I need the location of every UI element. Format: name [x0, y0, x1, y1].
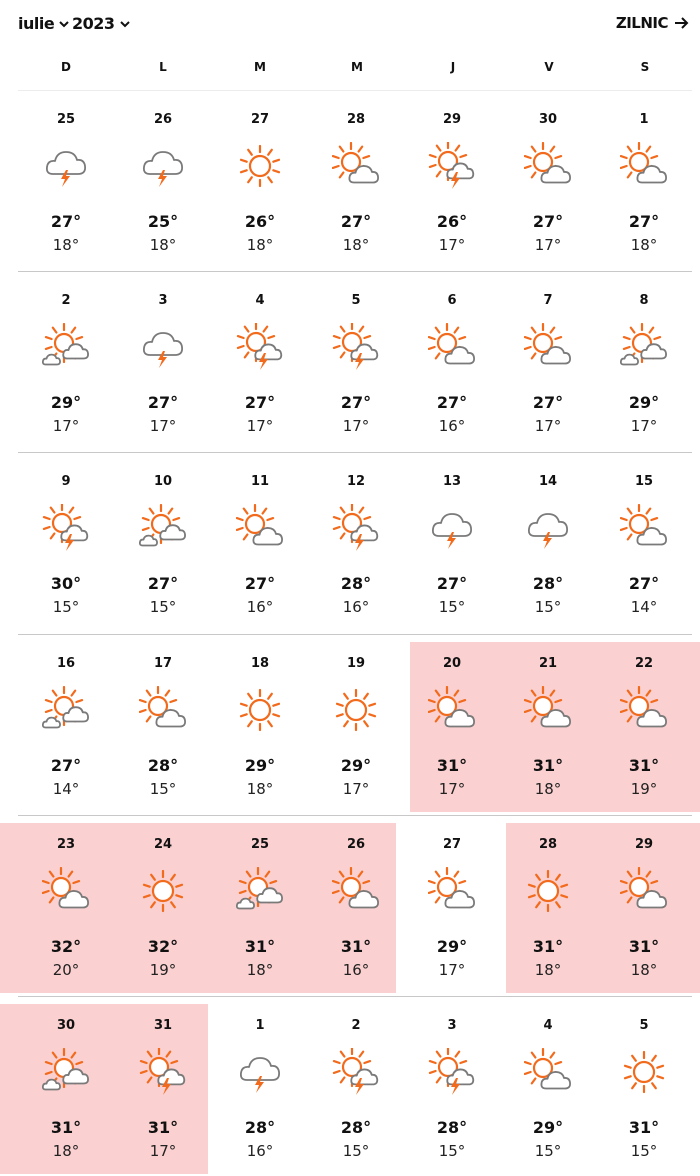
temp-low: 15°: [534, 598, 562, 616]
day-cell[interactable]: [500, 452, 596, 632]
temp-low: 15°: [438, 1142, 466, 1160]
temp-low: 15°: [149, 598, 177, 616]
temp-high: 32°: [50, 937, 82, 956]
temp-low: 17°: [534, 417, 562, 435]
day-cell[interactable]: [404, 271, 500, 451]
temp-high: 27°: [532, 212, 564, 231]
temp-low: 17°: [438, 780, 466, 798]
temp-high: 27°: [436, 574, 468, 593]
temp-low: 18°: [534, 780, 562, 798]
day-number: 27: [442, 837, 462, 852]
day-cell[interactable]: [308, 996, 404, 1176]
sun-clouds-icon: [139, 504, 187, 552]
day-cell[interactable]: [212, 452, 308, 632]
weekday-label: M: [351, 60, 363, 74]
day-cell[interactable]: [18, 996, 114, 1176]
temp-high: 32°: [147, 937, 179, 956]
temp-high: 25°: [147, 212, 179, 231]
temp-low: 17°: [342, 780, 370, 798]
day-number: 30: [538, 112, 558, 127]
day-cell[interactable]: [18, 271, 114, 451]
temp-high: 31°: [532, 937, 564, 956]
temp-high: 27°: [436, 393, 468, 412]
temp-high: 31°: [50, 1118, 82, 1137]
day-number: 20: [442, 656, 462, 671]
chevron-down-icon: [119, 18, 131, 30]
temp-high: 27°: [340, 212, 372, 231]
temp-low: 17°: [438, 236, 466, 254]
day-number: 3: [158, 293, 168, 308]
partly-cloudy-icon: [428, 686, 476, 734]
day-number: 17: [153, 656, 173, 671]
day-number: 3: [447, 1018, 457, 1033]
day-number: 11: [250, 474, 270, 489]
temp-high: 27°: [50, 212, 82, 231]
temp-high: 31°: [628, 1118, 660, 1137]
daily-forecast-link[interactable]: [616, 14, 690, 32]
temp-low: 17°: [149, 1142, 177, 1160]
partly-cloudy-icon: [524, 686, 572, 734]
temp-high: 28°: [532, 574, 564, 593]
weekday-label: D: [61, 60, 71, 74]
weekday-label: M: [254, 60, 266, 74]
arrow-right-icon: [674, 16, 690, 30]
temp-high: 27°: [532, 393, 564, 412]
thunderstorm-icon: [524, 504, 572, 552]
chevron-down-icon: [58, 18, 70, 30]
day-number: 4: [255, 293, 265, 308]
day-number: 29: [634, 837, 654, 852]
day-number: 19: [346, 656, 366, 671]
day-number: 27: [250, 112, 270, 127]
day-cell[interactable]: [308, 452, 404, 632]
temp-high: 29°: [532, 1118, 564, 1137]
day-cell[interactable]: [500, 90, 596, 270]
temp-high: 26°: [244, 212, 276, 231]
month-select[interactable]: [18, 14, 70, 33]
weekday-label: S: [640, 60, 650, 74]
day-cell[interactable]: [404, 90, 500, 270]
temp-high: 27°: [340, 393, 372, 412]
day-number: 6: [447, 293, 457, 308]
day-number: 22: [634, 656, 654, 671]
day-number: 7: [543, 293, 553, 308]
temp-high: 28°: [244, 1118, 276, 1137]
day-cell[interactable]: [308, 271, 404, 451]
temp-high: 31°: [436, 756, 468, 775]
day-number: 1: [639, 112, 649, 127]
temp-high: 31°: [340, 937, 372, 956]
day-cell[interactable]: [596, 996, 692, 1176]
weekday-header-row: [18, 56, 700, 90]
temp-low: 15°: [52, 598, 80, 616]
day-number: 5: [639, 1018, 649, 1033]
temp-high: 29°: [340, 756, 372, 775]
temp-low: 15°: [438, 598, 466, 616]
temp-high: 28°: [436, 1118, 468, 1137]
weekday-label: J: [450, 60, 456, 74]
partly-cloudy-icon: [428, 867, 476, 915]
temp-low: 15°: [342, 1142, 370, 1160]
weekday-label: V: [544, 60, 554, 74]
sun-clouds-icon: [620, 323, 668, 371]
day-cell[interactable]: [500, 815, 596, 995]
temp-low: 18°: [149, 236, 177, 254]
day-cell[interactable]: [212, 634, 308, 814]
month-select-label: iulie: [18, 14, 55, 33]
day-cell[interactable]: [308, 90, 404, 270]
day-cell[interactable]: [18, 90, 114, 270]
day-number: 8: [639, 293, 649, 308]
daily-forecast-label: ZILNIC: [615, 14, 668, 32]
weekday-label: L: [159, 60, 167, 74]
temp-high: 31°: [628, 937, 660, 956]
temp-low: 17°: [630, 417, 658, 435]
day-cell[interactable]: [596, 452, 692, 632]
day-number: 4: [543, 1018, 553, 1033]
sun-storm-icon: [236, 323, 284, 371]
sunny-icon: [524, 867, 572, 915]
day-number: 30: [56, 1018, 76, 1033]
day-cell[interactable]: [308, 815, 404, 995]
sunny-icon: [139, 867, 187, 915]
day-number: 16: [56, 656, 76, 671]
temp-high: 27°: [244, 393, 276, 412]
day-cell[interactable]: [404, 996, 500, 1176]
temp-low: 17°: [342, 417, 370, 435]
thunderstorm-icon: [428, 504, 476, 552]
day-cell[interactable]: [596, 271, 692, 451]
year-select[interactable]: [72, 14, 131, 33]
temp-low: 18°: [246, 780, 274, 798]
sun-storm-icon: [139, 1048, 187, 1096]
day-number: 23: [56, 837, 76, 852]
sun-storm-icon: [428, 1048, 476, 1096]
day-number: 2: [351, 1018, 361, 1033]
temp-low: 18°: [630, 236, 658, 254]
partly-cloudy-icon: [620, 867, 668, 915]
temp-low: 20°: [52, 961, 80, 979]
sun-clouds-icon: [42, 1048, 90, 1096]
temp-low: 17°: [52, 417, 80, 435]
day-number: 28: [346, 112, 366, 127]
temp-high: 31°: [244, 937, 276, 956]
day-cell[interactable]: [115, 452, 211, 632]
partly-cloudy-icon: [620, 504, 668, 552]
temp-low: 19°: [630, 780, 658, 798]
day-number: 18: [250, 656, 270, 671]
partly-cloudy-icon: [139, 686, 187, 734]
day-number: 12: [346, 474, 366, 489]
sun-storm-icon: [42, 504, 90, 552]
day-cell[interactable]: [596, 634, 692, 814]
day-cell[interactable]: [404, 452, 500, 632]
day-cell[interactable]: [18, 815, 114, 995]
temp-high: 27°: [628, 574, 660, 593]
day-cell[interactable]: [596, 90, 692, 270]
temp-high: 29°: [628, 393, 660, 412]
day-cell[interactable]: [212, 815, 308, 995]
thunderstorm-icon: [139, 323, 187, 371]
temp-low: 16°: [342, 961, 370, 979]
temp-low: 18°: [534, 961, 562, 979]
thunderstorm-icon: [236, 1048, 284, 1096]
day-cell[interactable]: [500, 271, 596, 451]
day-cell[interactable]: [115, 90, 211, 270]
day-cell[interactable]: [596, 815, 692, 995]
partly-cloudy-icon: [620, 142, 668, 190]
day-cell[interactable]: [115, 996, 211, 1176]
temp-high: 31°: [532, 756, 564, 775]
temp-low: 17°: [246, 417, 274, 435]
day-number: 26: [153, 112, 173, 127]
day-number: 1: [255, 1018, 265, 1033]
day-cell[interactable]: [212, 90, 308, 270]
day-cell[interactable]: [212, 996, 308, 1176]
day-number: 24: [153, 837, 173, 852]
day-cell[interactable]: [500, 634, 596, 814]
temp-low: 17°: [438, 961, 466, 979]
temp-low: 16°: [246, 598, 274, 616]
temp-high: 30°: [50, 574, 82, 593]
temp-high: 29°: [50, 393, 82, 412]
day-number: 5: [351, 293, 361, 308]
temp-low: 15°: [149, 780, 177, 798]
temp-high: 27°: [147, 574, 179, 593]
partly-cloudy-icon: [332, 867, 380, 915]
partly-cloudy-icon: [524, 1048, 572, 1096]
temp-high: 31°: [147, 1118, 179, 1137]
day-cell[interactable]: [18, 634, 114, 814]
temp-low: 18°: [630, 961, 658, 979]
partly-cloudy-icon: [236, 504, 284, 552]
temp-high: 31°: [628, 756, 660, 775]
temp-low: 14°: [630, 598, 658, 616]
partly-cloudy-icon: [620, 686, 668, 734]
day-cell[interactable]: [18, 452, 114, 632]
day-number: 25: [56, 112, 76, 127]
temp-low: 14°: [52, 780, 80, 798]
sun-storm-icon: [428, 142, 476, 190]
temp-low: 15°: [630, 1142, 658, 1160]
year-select-label: 2023: [72, 14, 115, 33]
temp-low: 19°: [149, 961, 177, 979]
day-cell[interactable]: [212, 271, 308, 451]
day-cell[interactable]: [500, 996, 596, 1176]
day-number: 25: [250, 837, 270, 852]
day-number: 2: [61, 293, 71, 308]
sun-storm-icon: [332, 323, 380, 371]
day-number: 21: [538, 656, 558, 671]
day-cell[interactable]: [404, 634, 500, 814]
temp-low: 16°: [438, 417, 466, 435]
sunny-icon: [236, 142, 284, 190]
temp-high: 27°: [244, 574, 276, 593]
temp-low: 18°: [342, 236, 370, 254]
partly-cloudy-icon: [42, 867, 90, 915]
temp-low: 16°: [246, 1142, 274, 1160]
day-number: 28: [538, 837, 558, 852]
day-number: 15: [634, 474, 654, 489]
temp-low: 17°: [534, 236, 562, 254]
temp-low: 18°: [52, 236, 80, 254]
sun-clouds-icon: [236, 867, 284, 915]
temp-high: 27°: [50, 756, 82, 775]
day-cell[interactable]: [115, 634, 211, 814]
day-number: 14: [538, 474, 558, 489]
day-number: 13: [442, 474, 462, 489]
partly-cloudy-icon: [332, 142, 380, 190]
day-number: 29: [442, 112, 462, 127]
sun-storm-icon: [332, 504, 380, 552]
partly-cloudy-icon: [524, 323, 572, 371]
temp-high: 26°: [436, 212, 468, 231]
temp-low: 18°: [246, 961, 274, 979]
temp-low: 16°: [342, 598, 370, 616]
day-number: 26: [346, 837, 366, 852]
temp-high: 29°: [436, 937, 468, 956]
thunderstorm-icon: [42, 142, 90, 190]
sunny-icon: [236, 686, 284, 734]
thunderstorm-icon: [139, 142, 187, 190]
day-cell[interactable]: [115, 271, 211, 451]
temp-high: 28°: [147, 756, 179, 775]
temp-low: 17°: [149, 417, 177, 435]
day-number: 10: [153, 474, 173, 489]
temp-high: 27°: [628, 212, 660, 231]
day-cell[interactable]: [308, 634, 404, 814]
sun-clouds-icon: [42, 323, 90, 371]
partly-cloudy-icon: [428, 323, 476, 371]
temp-high: 29°: [244, 756, 276, 775]
temp-high: 27°: [147, 393, 179, 412]
temp-low: 18°: [52, 1142, 80, 1160]
sun-storm-icon: [332, 1048, 380, 1096]
day-cell[interactable]: [404, 815, 500, 995]
sunny-icon: [620, 1048, 668, 1096]
temp-high: 28°: [340, 1118, 372, 1137]
temp-low: 18°: [246, 236, 274, 254]
calendar-header: [0, 0, 700, 56]
temp-high: 28°: [340, 574, 372, 593]
day-number: 31: [153, 1018, 173, 1033]
sun-clouds-icon: [42, 686, 90, 734]
day-cell[interactable]: [115, 815, 211, 995]
temp-low: 15°: [534, 1142, 562, 1160]
sunny-icon: [332, 686, 380, 734]
day-number: 9: [61, 474, 71, 489]
partly-cloudy-icon: [524, 142, 572, 190]
